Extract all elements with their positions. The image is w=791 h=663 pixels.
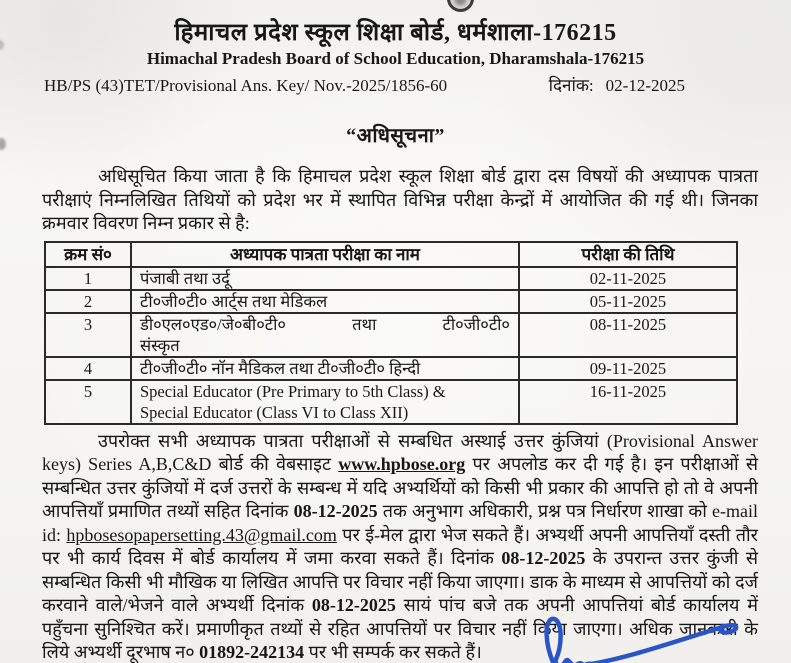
exam-name: Special Educator (Pre Primary to 5th Class) &	[140, 381, 446, 401]
body-text: पर अपलोड कर दी गई है। इन परीक्षाओं से सम्बन्धित उत्तर कुंजियों में दर्ज उत्तरों के सम्बन्ध में यदि अभ्यर्थियों को किसी भी प्रकार की आपत्ति हो तो वे अपनी आपत्तियाँ प्रमाणित तथ्यों सहित दिनांक	[42, 454, 759, 521]
serial-cell: 4	[45, 357, 131, 380]
body-text: के उपरान्त उत्तर कुंजी से सम्बन्धित किसी भी मौखिक या लिखित आपत्ति पर विचार नहीं किया जाएगा। डाक के माध्यम से आपत्तियों को दर्ज करवाने वाले/भेजने वाले अभ्यर्थी दिनांक	[42, 548, 758, 615]
body-text: पर भी सम्पर्क कर सकते हैं।	[304, 642, 482, 662]
intro-paragraph: अधिसूचित किया जाता है कि हिमाचल प्रदेश स्कूल शिक्षा बोर्ड द्वारा दस विषयों की अध्यापक पात्रता परीक्षाएं निम्नलिखित तिथियों को प्रदेश भर में स्थापित विभिन्न परीक्षा केन्द्रों में आयोजित की गई थी। जिनका क्रमवार विवरण निम्न प्रकार से है:	[42, 166, 758, 233]
table-header-row	[45, 242, 737, 267]
exam-name: पंजाबी तथा उर्दू	[140, 268, 230, 288]
board-seal-icon	[447, 0, 474, 12]
exam-name-cell	[131, 380, 519, 424]
bold-text: 01892-242134	[199, 642, 305, 662]
body-text: पर ई-मेल द्वारा भेज सकते हैं। अभ्यर्थी अपनी आपत्तियाँ दस्ती तौर पर भी कार्य दिवस में बोर्ड कार्यालय में जमा करवा सकते हैं। दिनांक	[42, 524, 758, 568]
exam-date-cell: 09-11-2025	[519, 357, 737, 380]
table-row	[45, 290, 737, 313]
exam-date-cell: 02-11-2025	[519, 267, 737, 290]
column-header-exam-date: परीक्षा की तिथि	[519, 242, 737, 267]
website-link: www.hpbose.org	[338, 454, 466, 474]
exam-name-line2: Special Educator (Class VI to Class XII)	[140, 402, 409, 422]
exam-name: डी०एल०एड०/जे०बी०टी० तथा टी०जी०टी०	[140, 314, 510, 334]
body-text: उपरोक्त सभी अध्यापक पात्रता परीक्षाओं से सम्बधित अस्थाई उत्तर कुंजियां (Provisional Answer keys) Series A,B,C&D बोर्ड की वेबसाइट	[42, 430, 758, 474]
exam-name-cell	[131, 267, 519, 290]
body-text: सायं पांच बजे तक अपनी आपत्तियां बोर्ड कार्यालय में पहुँचना सुनिश्चित करें। प्रमाणीकृत तथ्यों से रहित आपत्तियों पर विचार नहीं किया जाएगा। अधिक जानकारी के लिये अभ्यर्थी दूरभाष न०	[42, 595, 758, 662]
serial-cell: 1	[45, 267, 131, 290]
reference-number: HB/PS (43)TET/Provisional Ans. Key/ Nov.-2025/1856-60	[44, 76, 448, 95]
page-title-hindi: हिमाचल प्रदेश स्कूल शिक्षा बोर्ड, धर्मशाला-176215	[174, 20, 617, 46]
serial-cell: 2	[45, 290, 131, 313]
exam-name: टी०जी०टी० आर्ट्स तथा मेडिकल	[140, 291, 328, 311]
notice-heading: “अधिसूचना”	[346, 125, 445, 147]
signature-stroke	[547, 619, 736, 663]
column-header-exam-name: अध्यापक पात्रता परीक्षा का नाम	[131, 242, 519, 267]
exam-schedule-table	[44, 241, 738, 425]
exam-name-cell	[131, 357, 519, 380]
bold-text: 08-12-2025	[311, 595, 396, 615]
page-title-english: Himachal Pradesh Board of School Education, Dharamshala-176215	[146, 49, 645, 68]
exam-name-line2: संस्कृत	[140, 335, 180, 355]
exam-date-cell: 16-11-2025	[519, 380, 737, 424]
reference-row	[44, 73, 685, 96]
exam-name-cell	[131, 313, 519, 357]
exam-date-cell: 05-11-2025	[519, 290, 737, 313]
serial-cell: 3	[45, 313, 131, 357]
bold-text: 08-12-2025	[501, 548, 586, 568]
table-row	[45, 380, 737, 424]
exam-name-cell	[131, 290, 519, 313]
table-row	[45, 313, 737, 357]
exam-date-cell: 08-11-2025	[519, 313, 737, 357]
body-text: तक अनुभाग अधिकारी, प्रश्न पत्र निर्धारण शाखा को e-mail id:	[42, 501, 758, 545]
table-row	[45, 357, 737, 380]
date-label: दिनांक:	[548, 76, 594, 95]
bold-text: 08-12-2025	[293, 501, 378, 521]
exam-name: टी०जी०टी० नॉन मैडिकल तथा टी०जी०टी० हिन्दी	[140, 358, 421, 378]
email-link: hpbosesopapersetting.43@gmail.com	[66, 524, 337, 545]
table-row	[45, 267, 737, 290]
scan-smudge	[0, 138, 6, 150]
date-value: 02-12-2025	[605, 76, 685, 95]
signature	[533, 607, 765, 663]
serial-cell: 5	[45, 380, 131, 424]
column-header-serial: क्रम सं०	[45, 242, 131, 267]
notice-date	[549, 73, 685, 96]
